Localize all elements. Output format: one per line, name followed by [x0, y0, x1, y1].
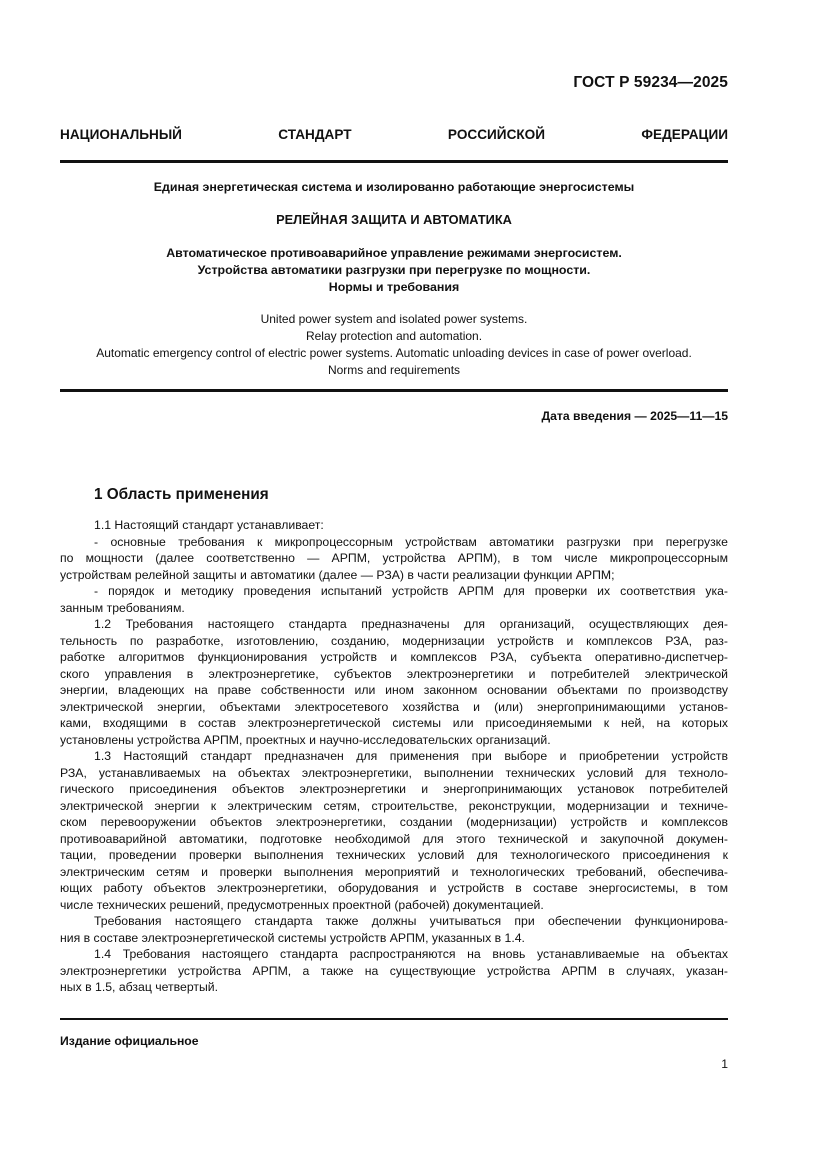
body-text-line: установлены устройства АРПМ, проектных и научно-исследовательских организаций.: [60, 732, 551, 747]
body-text-line: ния в составе электроэнергетической системы устройств АРПМ, указанных в 1.4.: [60, 930, 525, 945]
body-text-line: - основные требования к микропроцессорным устройствам автоматики разгрузки при перегрузке: [94, 534, 728, 549]
english-title-line: Norms and requirements: [327, 363, 461, 377]
body-text-line: числе технических решений, предусмотренных проектной (рабочей) документацией.: [60, 897, 544, 912]
body-text-line: тельность по разработке, изготовлению, созданию, модернизации устройств и комплексов РЗА, раз-: [60, 633, 728, 648]
body-text-line: работке алгоритмов функционирования устройств и комплексов РЗА, субъекта оперативно-диспетчер-: [60, 650, 728, 664]
body-text-line: энергии, владеющих на праве собственности или ином законном основании объектами по производству: [60, 683, 728, 697]
body-text-line: РЗА, устанавливаемых на объектах электроэнергетики, выполнении технических условий для техноло-: [60, 765, 728, 780]
body-text-line: гического присоединения объектов электроэнергетики и энергопринимающих установок потребителей: [60, 782, 728, 796]
body-text-line: устройствам релейной защиты и автоматики (далее — РЗА) в части реализации функции АРПМ;: [60, 567, 615, 582]
english-title-line: Relay protection and automation.: [305, 329, 483, 343]
body-text-line: 1.4 Требования настоящего стандарта распространяются на вновь устанавливаемые на объектах: [94, 947, 728, 961]
body-text-line: ками, входящими в состав электроэнергетической системы или присоединяемыми к ней, на которых: [60, 716, 728, 730]
section-heading: 1 Область применения: [94, 486, 269, 503]
body-text-line: по мощности (далее соответственно — АРПМ, устройства АРПМ), в том числе микропроцессорным: [60, 551, 728, 565]
body-text-line: электроэнергетики устройства АРПМ, а также на существующие устройства АРПМ в случаях, указан-: [60, 963, 728, 978]
subtitle-line: Устройства автоматики разгрузки при перегрузке по мощности.: [197, 263, 591, 277]
footer-divider: [60, 1018, 728, 1020]
english-title-line: United power system and isolated power systems.: [260, 312, 528, 326]
body-text-line: ского управления в электроэнергетике, субъектов электроэнергетики и потребителей электрической: [60, 666, 728, 681]
subtitle-line: Автоматическое противоаварийное управление режимами энергосистем.: [166, 246, 622, 260]
gost-identifier: ГОСТ Р 59234—2025: [573, 74, 728, 91]
body-text-line: тации, проведении проверки выполнения технических условий для технологического присоединения к: [60, 848, 728, 862]
body-text-line: ющих работу объектов электроэнергетики, оборудования и устройств в составе энергосистемы, в том: [60, 881, 728, 895]
body-text-line: 1.3 Настоящий стандарт предназначен для применения при выборе и приобретении устройств: [94, 749, 728, 763]
english-title-line: Automatic emergency control of electric power systems. Automatic unloading devices in case of power overload.: [96, 346, 692, 360]
body-text-line: 1.2 Требования настоящего стандарта предназначены для организаций, осуществляющих дея-: [94, 617, 728, 631]
middle-divider: [60, 389, 728, 392]
body-text-line: занным требованиям.: [60, 600, 185, 615]
system-title: Единая энергетическая система и изолированно работающие энергосистемы: [153, 180, 635, 194]
body-text-line: электрической энергии к электрическим сетям, строительстве, реконструкции, модернизации и техниче-: [60, 798, 728, 813]
top-divider: [60, 160, 728, 163]
body-text-line: ных в 1.5, абзац четвертый.: [60, 980, 219, 994]
english-title-block: [60, 311, 728, 379]
body-text-line: противоаварийной автоматики, подготовке необходимой для этого технической и закупочной докумен-: [60, 831, 728, 846]
introduction-date: Дата введения — 2025—11—15: [541, 409, 728, 423]
subtitle-line: Нормы и требования: [328, 280, 460, 294]
body-text-line: электрической энергии, объектами электросетевого хозяйства и (или) энергопринимающими установ-: [60, 699, 728, 714]
section-body: [60, 517, 728, 996]
body-text-line: электрическим сетям и проверки выполнения мероприятий и технологических требований, обеспечива-: [60, 864, 728, 879]
body-text-line: Требования настоящего стандарта также должны учитываться при обеспечении функционирова-: [94, 914, 728, 928]
official-edition-label: Издание официальное: [60, 1034, 199, 1048]
subtitle-block: [60, 245, 728, 296]
body-text-line: 1.1 Настоящий стандарт устанавливает:: [94, 518, 324, 532]
national-standard-banner: НАЦИОНАЛЬНЫЙ СТАНДАРТ РОССИЙСКОЙ ФЕДЕРАЦИИ: [60, 127, 728, 142]
main-title: РЕЛЕЙНАЯ ЗАЩИТА И АВТОМАТИКА: [276, 212, 512, 227]
body-text-line: - порядок и методику проведения испытаний устройств АРПМ для проверки их соответствия ука-: [94, 584, 728, 598]
body-text-line: ском перевооружении объектов электроэнергетики, создании (модернизации) устройств и комплексов: [60, 815, 728, 829]
page-number: 1: [721, 1057, 728, 1071]
